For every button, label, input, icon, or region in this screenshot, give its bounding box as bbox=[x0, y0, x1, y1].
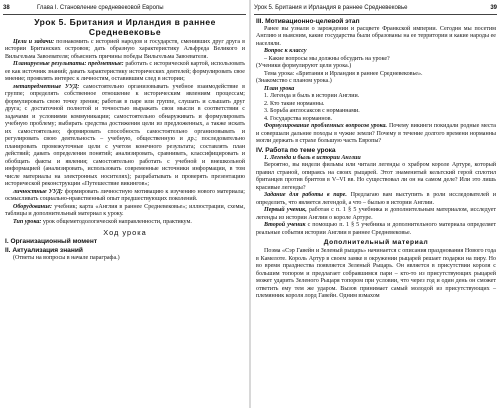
lesson-plan-list bbox=[256, 93, 496, 123]
right-page bbox=[251, 0, 500, 408]
lesson-type-label: Тип урока: bbox=[13, 218, 42, 225]
section-2-text: (Ответы на вопросы в начале параграфа.) bbox=[13, 255, 120, 262]
personal-paragraph bbox=[5, 189, 245, 204]
left-page-body bbox=[5, 17, 245, 407]
equipment-label: Оборудование: bbox=[13, 203, 53, 210]
subject-results-label: предметные: bbox=[88, 61, 124, 68]
planned-results-paragraph bbox=[5, 61, 245, 83]
goals-text: познакомить с историей народов и государств, сменивших друг друга в истории Британских островов; дать образную характеристику Альфреда Великого и Вильгельма Завоевателя; объяснить причины победы Вильгельма Завоевателя. bbox=[5, 39, 246, 60]
pair-task-label: Задание для работы в паре. bbox=[264, 192, 347, 199]
right-running-header bbox=[254, 3, 497, 15]
extra-material-heading: Дополнительный материал bbox=[323, 239, 429, 247]
first-pupil-paragraph bbox=[256, 207, 496, 222]
plan-item: 4. Государства норманнов. bbox=[264, 115, 333, 122]
left-running-head-text: Глава I. Становление средневековой Европы bbox=[37, 5, 164, 11]
section-3-heading: III. Мотивационно-целевой этап bbox=[256, 18, 360, 25]
question-note: (Ученики формулируют цели урока.) bbox=[256, 63, 352, 70]
question-text: – Какие вопросы мы должны обсудить на уроке? bbox=[264, 55, 390, 62]
section-4-heading: IV. Работа по теме урока bbox=[256, 146, 336, 154]
pair-task-text: Предлагаю вам выступить в роли исследователей и определить, что является легендой, а что – былью в истории Англии. bbox=[256, 192, 497, 206]
lesson-type-text: урок общеметодологической направленности, практикум. bbox=[42, 218, 192, 225]
right-page-number: 39 bbox=[490, 5, 497, 11]
question-label: Вопрос к классу bbox=[264, 48, 307, 55]
course-heading: Ход урока bbox=[103, 228, 147, 238]
topic-note: (Знакомство с планом урока.) bbox=[256, 78, 332, 85]
subject-results-text: работать с исторической картой, использовать ее как источник знаний; давать характеристику исторических деятелей; формулировать свое мнение; проявлять интерес к личностям, оставившим след в истории; bbox=[5, 61, 246, 83]
left-page bbox=[0, 0, 249, 408]
first-pupil-label: Первый ученик, bbox=[264, 207, 307, 214]
plan-item: 3. Борьба англосаксов с норманнами. bbox=[264, 108, 360, 115]
left-running-header bbox=[3, 3, 246, 15]
metasubject-label: метапредметные УУД: bbox=[13, 83, 80, 90]
subtopic-heading: 1. Легенда и быль в истории Англии bbox=[264, 154, 361, 161]
pair-task-paragraph bbox=[256, 192, 496, 207]
problem-text: Почему викинги покидали родные места и совершали дальние походы в чужие земли? Почему в течение долгого времени норманны могли держать в страхе большую часть Европы? bbox=[256, 123, 496, 145]
right-page-body bbox=[256, 17, 496, 407]
subtopic-text: Вероятно, вы видели фильмы или читали легенды о храбром короле Артуре, который правил страной, опираясь на своих рыцарей. Этот знаменитый кельтский герой сплотил британцев против бриттов в V–VI вв. Но существовал ли он на самом деле? Или это лишь красивые легенды? bbox=[256, 162, 496, 191]
extra-material-text: Поэма «Сэр Гавейн и Зеленый рыцарь» начинается с описания празднования Нового года в Камелоте. Король Артур в своем замке в окружении рыцарей решает подарки на пиру. Но во время празднества появляется Зеленый Рыцарь. Он является в присутствии короля с большим топором и предлагает собравшимся пари – кто-то из присутствующих рыцарей может ударить Зеленого Рыцаря топором при условии, что через год и один день он сможет ответить ему тем же ударом. Вызов принимает самый молодой из присутствующих – племянник короля лорд Гавейн. Одним взмахом bbox=[256, 248, 496, 299]
plan-item: 2. Кто такие норманны. bbox=[264, 100, 325, 107]
topic-line: Тема урока: «Британия и Ирландия в раннее Средневековье». bbox=[264, 70, 423, 77]
second-pupil-text: с помощью п. 1 § 5 учебника и дополнительного материала определяет реальные события истории Англии в раннее Средневековье. bbox=[256, 222, 497, 236]
right-running-head-text: Урок 5. Британия и Ирландия в раннее Средневековье bbox=[254, 5, 408, 11]
equipment-paragraph bbox=[5, 204, 245, 219]
plan-item: 1. Легенда и быль в истории Англии. bbox=[264, 93, 360, 100]
intro-paragraph: Ранее вы узнали о зарождении и расцвете Франкской империи. Сегодня мы посетим Англию и выясним, какие государства были образованы на ее территории и какие народы ее населяли. bbox=[256, 26, 496, 47]
section-1-heading: I. Организационный момент bbox=[5, 238, 98, 246]
goals-paragraph bbox=[5, 39, 245, 61]
second-pupil-paragraph bbox=[256, 222, 496, 237]
lesson-type-paragraph bbox=[5, 219, 245, 226]
lesson-title: Урок 5. Британия и Ирландия в раннее Средневековье bbox=[34, 17, 216, 37]
plan-label: План урока bbox=[264, 85, 295, 92]
first-pupil-text: работая с п. 1 § 5 учебника и дополнительным материалом, исследует легенды из истории Англии о короле Артуре. bbox=[256, 207, 497, 221]
personal-label: личностные УУД: bbox=[13, 188, 63, 195]
problem-label: Формулирование проблемных вопросов урока. bbox=[264, 123, 388, 130]
problem-paragraph bbox=[256, 123, 496, 145]
section-2-heading: II. Актуализация знаний bbox=[5, 247, 83, 255]
second-pupil-label: Второй ученик bbox=[264, 222, 306, 229]
left-page-number: 38 bbox=[3, 5, 10, 11]
goals-label: Цели и задачи: bbox=[13, 39, 55, 45]
equipment-text: учебник; карта «Англия в раннее Средневековье»; иллюстрации, схемы, таблицы и дополнительный материал к уроку. bbox=[5, 203, 246, 218]
personal-text: формировать личностную мотивацию к изучению нового материала; осмысливать социально-нравственный опыт предшествующих поколений. bbox=[5, 188, 245, 203]
planned-results-label: Планируемые результаты: bbox=[13, 61, 87, 68]
metasubject-paragraph bbox=[5, 84, 245, 189]
metasubject-text: самостоятельно организовывать учебное взаимодействие в группе; определять собственное отношение к историческим явлениям процессам; формулировать свою точку зрения; работая в паре или группе, слушать и слышать друг друга; с достаточной полнотой и точностью выражать свои мысли в соответствии с задачами и условиями коммуникации; самостоятельно обнаруживать и формулировать учебную проблему; выбирать средства достижения цели из предложенных, а также искать их самостоятельно; формировать способность самостоятельно организовывать и регулировать свою деятельность – учебную, общественную и др.; последовательно планировать промежуточные цели с учетом конечного результата; составлять план действий; давать определения понятий; анализировать, сравнивать, классифицировать и обобщать факты и явления; самостоятельно работать с учебной и внешкольной информацией (анализировать, использовать современные источники информации, в том числе материалы на электронных носителях); разрабатывать и проверять презентацию исторической реконструкции «Путешествие викингов»; bbox=[5, 83, 245, 188]
